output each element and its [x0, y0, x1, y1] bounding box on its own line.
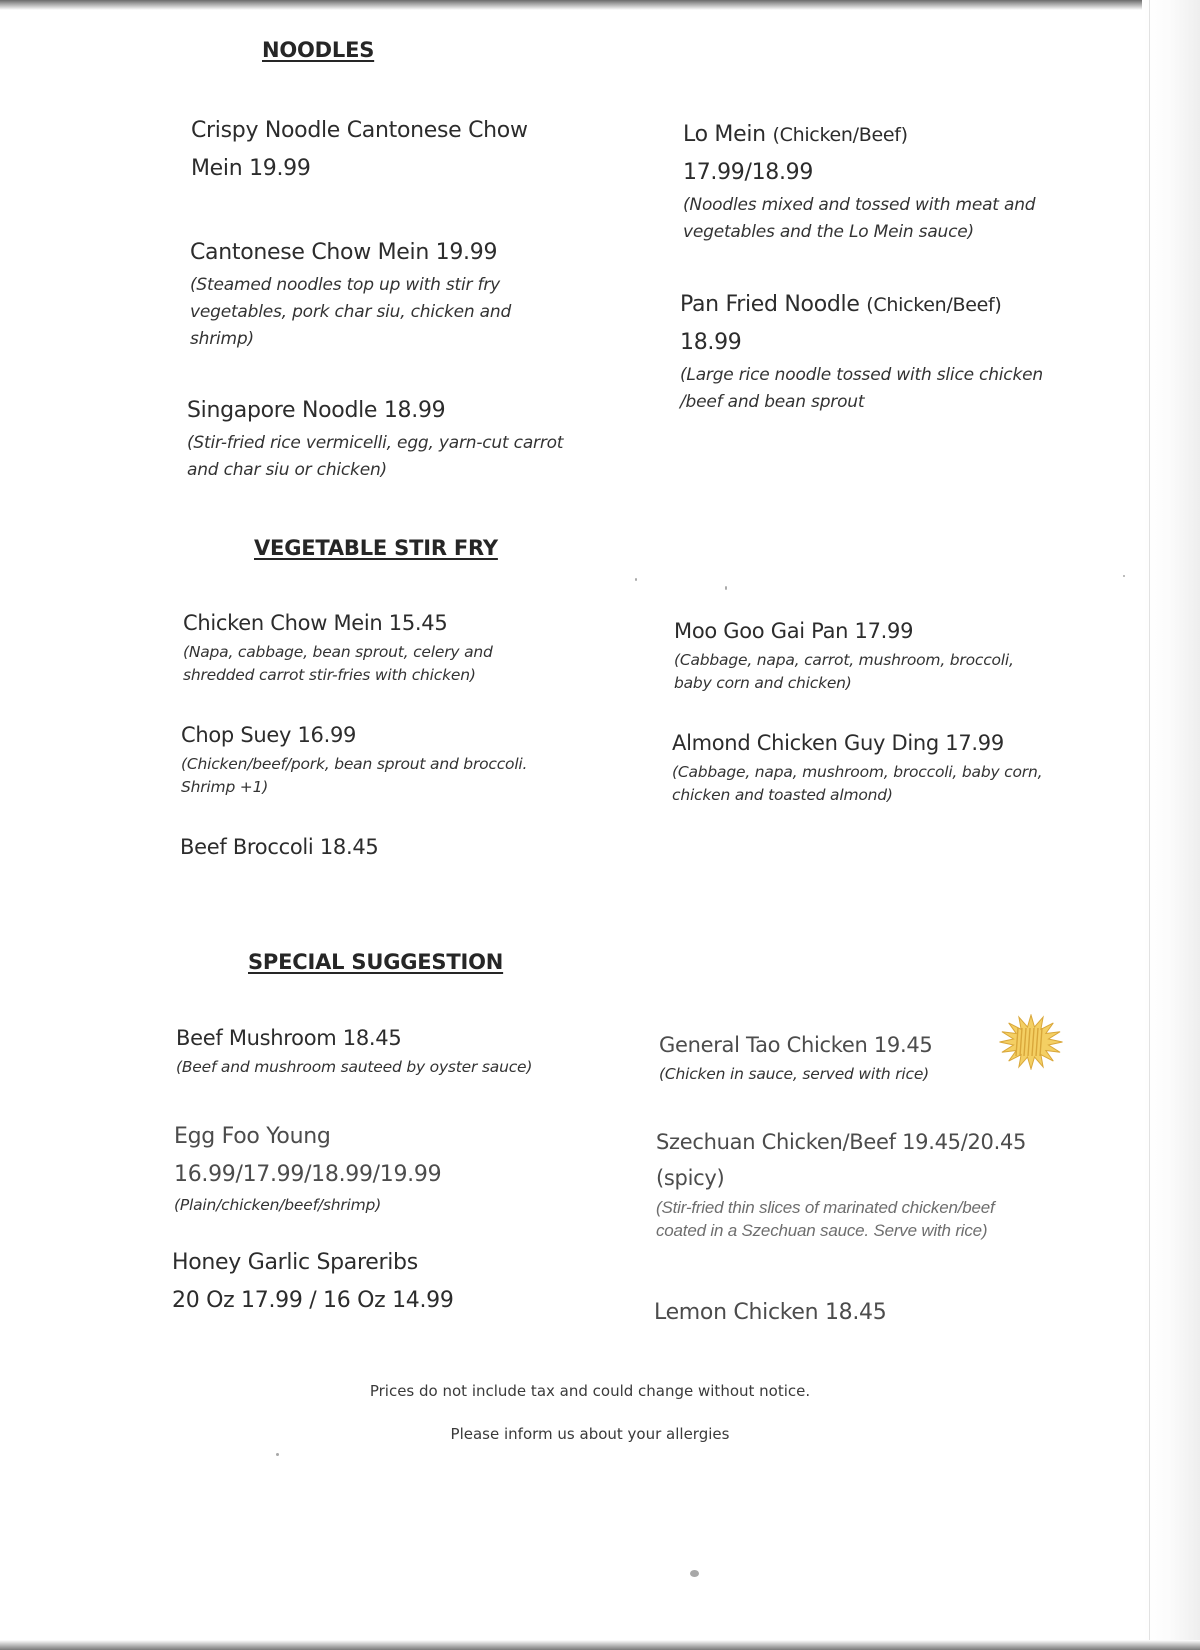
menu-item-almond-chicken-guy-ding	[672, 725, 1072, 807]
starburst-icon	[996, 1014, 1066, 1070]
item-name: Moo Goo Gai Pan 17.99	[674, 619, 914, 643]
item-description: (Noodles mixed and tossed with meat and vegetables and the Lo Mein sauce)	[683, 195, 1036, 242]
item-description: (Chicken in sauce, served with rice)	[659, 1065, 930, 1083]
scan-page-edge	[1149, 0, 1150, 1650]
menu-item-chicken-chow-mein	[183, 605, 563, 687]
menu-item-cantonese-chow-mein	[190, 234, 570, 353]
item-spicy-note: (spicy)	[656, 1166, 725, 1190]
item-name: Almond Chicken Guy Ding 17.99	[672, 731, 1004, 755]
item-name: Egg Foo Young	[174, 1124, 331, 1149]
item-description: (Napa, cabbage, bean sprout, celery and shredded carrot stir-fries with chicken)	[183, 643, 493, 684]
item-title: Pan Fried Noodle	[680, 292, 860, 317]
scan-speck	[690, 1570, 699, 1577]
menu-item-egg-foo-young	[174, 1118, 574, 1217]
item-name: Crispy Noodle Cantonese Chow Mein 19.99	[191, 118, 528, 181]
scan-shadow-right	[1142, 0, 1200, 1650]
menu-item-honey-garlic-spareribs	[172, 1244, 592, 1320]
item-name: Cantonese Chow Mein 19.99	[190, 240, 498, 265]
footer-allergy-notice: Please inform us about your allergies	[450, 1425, 730, 1443]
item-description: (Cabbage, napa, carrot, mushroom, broccoli, baby corn and chicken)	[674, 651, 1014, 692]
scan-speck	[1123, 575, 1125, 577]
section-title-special-suggestion: SPECIAL SUGGESTION	[248, 950, 504, 974]
starburst-shape	[1000, 1015, 1063, 1069]
section-title-vegetable-stir-fry: VEGETABLE STIR FRY	[254, 536, 498, 560]
menu-item-beef-broccoli	[180, 829, 560, 865]
menu-item-crispy-noodle	[191, 112, 581, 188]
item-price: 18.99	[680, 330, 742, 355]
menu-item-pan-fried-noodle	[680, 286, 1080, 416]
item-price: 20 Oz 17.99 / 16 Oz 14.99	[172, 1288, 454, 1313]
scan-shadow-top	[0, 0, 1200, 10]
item-description: (Steamed noodles top up with stir fry vegetables, pork char siu, chicken and shrimp)	[190, 275, 512, 349]
item-name: Szechuan Chicken/Beef 19.45/20.45	[656, 1130, 1027, 1154]
item-description: (Plain/chicken/beef/shrimp)	[174, 1196, 382, 1214]
item-price: 17.99/18.99	[683, 160, 814, 185]
item-name: Lemon Chicken 18.45	[654, 1300, 887, 1325]
item-title: Lo Mein	[683, 122, 766, 147]
item-name: Beef Broccoli 18.45	[180, 835, 379, 859]
item-name: Beef Mushroom 18.45	[176, 1026, 402, 1050]
item-description: (Large rice noodle tossed with slice chicken /beef and bean sprout	[680, 365, 1043, 412]
menu-item-moo-goo-gai-pan	[674, 613, 1054, 695]
item-variant: (Chicken/Beef)	[772, 124, 908, 146]
item-name	[680, 286, 1080, 324]
menu-item-singapore-noodle	[187, 392, 567, 484]
item-name: Singapore Noodle 18.99	[187, 398, 446, 423]
menu-item-szechuan-chicken-beef	[656, 1124, 1086, 1242]
item-description: (Beef and mushroom sauteed by oyster sauce)	[176, 1058, 533, 1076]
item-description: (Cabbage, napa, mushroom, broccoli, baby corn, chicken and toasted almond)	[672, 763, 1043, 804]
item-name	[683, 116, 1073, 154]
item-description: (Chicken/beef/pork, bean sprout and broccoli. Shrimp +1)	[181, 755, 528, 796]
menu-item-general-tao-chicken	[659, 1027, 999, 1086]
menu-item-chop-suey	[181, 717, 571, 799]
item-name: General Tao Chicken 19.45	[659, 1033, 933, 1057]
scan-speck	[276, 1453, 279, 1456]
scan-speck	[725, 586, 727, 590]
item-description: (Stir-fried thin slices of marinated chicken/beef coated in a Szechuan sauce. Serve with rice)	[656, 1198, 995, 1240]
item-price: 16.99/17.99/18.99/19.99	[174, 1162, 442, 1187]
menu-item-beef-mushroom	[176, 1020, 576, 1079]
footer-tax-notice: Prices do not include tax and could change without notice.	[369, 1382, 811, 1400]
menu-item-lo-mein	[683, 116, 1073, 246]
item-name: Honey Garlic Spareribs	[172, 1250, 418, 1275]
section-title-noodles: NOODLES	[262, 38, 375, 62]
scan-shadow-bottom	[0, 1640, 1200, 1650]
item-variant: (Chicken/Beef)	[866, 294, 1002, 316]
scan-speck	[635, 578, 637, 581]
menu-item-lemon-chicken	[654, 1294, 1034, 1332]
item-description: (Stir-fried rice vermicelli, egg, yarn-cut carrot and char siu or chicken)	[187, 433, 564, 480]
item-name: Chicken Chow Mein 15.45	[183, 611, 448, 635]
item-name: Chop Suey 16.99	[181, 723, 357, 747]
